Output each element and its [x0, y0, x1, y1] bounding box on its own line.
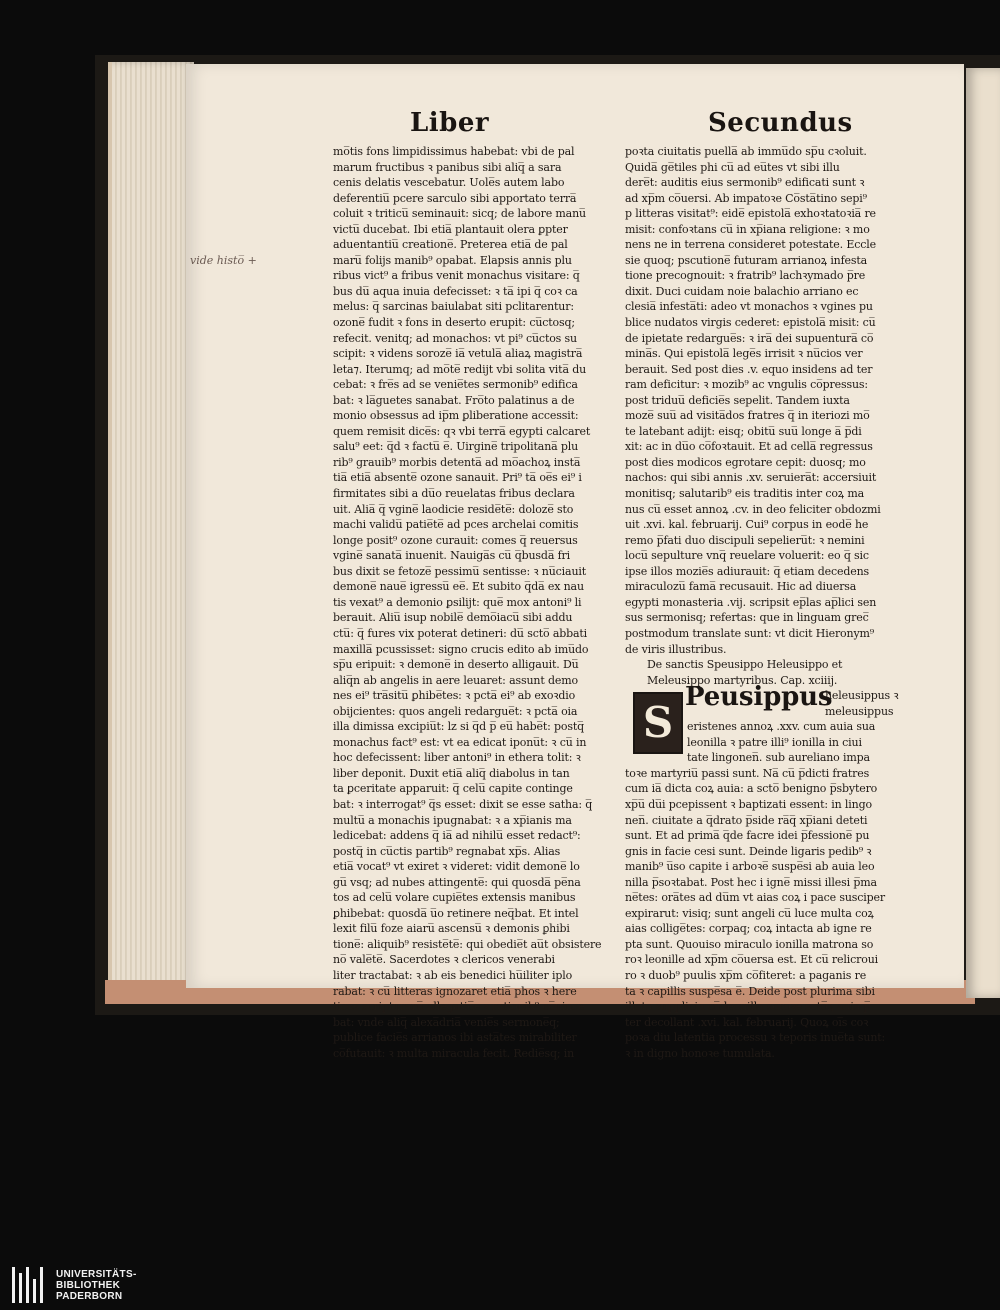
text-column-right — [625, 144, 917, 1061]
drop-cap-word: Peusippus — [685, 682, 833, 713]
text-line: multu̅ a monachis ipugnabat: ꝛ a xp̅ianis ma — [333, 813, 572, 827]
text-line: mo̅tis fons limpidissimus habebat: vbi de pal — [333, 145, 575, 158]
margin-annotation: vide histo̅ + — [190, 254, 257, 267]
facing-page-edge — [966, 68, 1000, 998]
text-line: uit .xvi. kal. februarij. Cui⁹ corpus in eode̅ he — [625, 518, 869, 532]
text-line: no̅ vale̅te̅. Sacerdotes ꝛ clericos venerabi — [333, 953, 555, 967]
text-line: ta ꝑceritate apparuit: q̅ celu̅ capite continge — [333, 782, 573, 796]
text-line: liber deponit. Duxit etia̅ aliq̅ diabolus in tan — [333, 766, 570, 780]
text-line: postq̅ in cu̅ctis partib⁹ regnabat xp̅s. Alias — [333, 844, 561, 858]
text-line: sie quoq; pscutione̅ futuram arrianoꝝ infesta — [625, 253, 868, 267]
text-line: meleusippus — [825, 704, 894, 718]
library-logo-text — [56, 1269, 137, 1302]
text-line: monio obsessus ad ip̅m ꝑliberatione accessit: — [333, 409, 579, 423]
text-line: ꝑhibebat: quosda̅ u̅o retinere neq̅bat. Et intel — [333, 906, 579, 920]
text-line: ticos scripturaru̅ allegatio̅e ꝛ rationib⁹ co̅uince — [333, 1000, 585, 1014]
text-line: miraculozu̅ fama̅ recusauit. Hic ad diuersa — [625, 580, 857, 594]
library-logo-line: UNIVERSITÄTS- — [56, 1269, 137, 1280]
text-line: expirarut: visiq; sunt angeli cu̅ luce multa coꝝ — [625, 906, 874, 920]
text-line: illata supplicia cu̅ leonilla soroꝛe scto̅ꝝ auia p̅ — [625, 1000, 871, 1014]
text-line: cum ia̅ dicta coꝝ auia: a scto̅ benigno p̅sbytero — [625, 782, 878, 796]
text-line: moze̅ suu̅ ad visita̅dos fratres q̅ in iteriozi mo̅ — [625, 409, 870, 423]
text-line: aias collige̅tes: corpaq; coꝝ intacta ab igne re — [625, 922, 872, 936]
text-line: manib⁹ u̅so capite i arboꝛe̅ suspe̅si ab auia leo — [625, 860, 875, 874]
text-line: leta⁊. Iterumq; ad mo̅te̅ redijt vbi solita vita̅ du — [333, 362, 587, 376]
text-line: lexit filu̅ foze aiaru̅ ascensu̅ ꝛ demonis ꝑhibi — [333, 922, 570, 936]
text-line: xp̅u̅ du̅i pcepissent ꝛ baptizati essent: in lingo — [625, 797, 872, 811]
library-logo — [8, 1263, 168, 1307]
text-line: tione̅: aliquib⁹ resiste̅te̅: qui obedie̅t au̅t obsistere — [333, 937, 602, 951]
chapter-heading-line: Meleusippo martyribus. Cap. xciiij. — [647, 673, 838, 687]
text-line: marum fructibus ꝛ panibus sibi aliq̅ a sara — [333, 160, 562, 174]
text-line: poꝛta ciuitatis puella̅ ab immu̅do sp̅u cꝛoluit. — [625, 145, 867, 158]
text-line: liter tractabat: ꝛ ab eis benedici hu̅iliter iplo — [333, 968, 573, 982]
text-line: aliq̅n ab angelis in aere leuaret: assunt demo — [333, 673, 578, 687]
text-line: ta ꝛ capillis suspe̅sa e̅. Deide post plurima sibi — [625, 984, 875, 998]
text-line: maru̅ folijs manib⁹ opabat. Elapsis annis plu — [333, 253, 572, 267]
text-line: nens ne in terrena consideret potestate. Eccle — [625, 238, 876, 252]
text-line: tione precognouit: ꝛ fratrib⁹ lachꝛymado p̅re — [625, 269, 866, 283]
text-line: publice facie̅s arrianos ibi asta̅tes mirabiliter — [333, 1031, 577, 1045]
text-line: pta sunt. Quouiso miraculo ionilla matrona so — [625, 937, 874, 951]
text-line: obijcientes: quos angeli redargue̅t: ꝛ pcta̅ oia — [333, 704, 578, 718]
library-logo-line: PADERBORN — [56, 1291, 123, 1302]
text-line: cebat: ꝛ fre̅s ad se venie̅tes sermonib⁹ edifica — [333, 378, 578, 392]
text-line: bus dixit se fetoze̅ pessimu̅ sentisse: ꝛ nu̅ciauit — [333, 564, 587, 578]
text-line: monachus fact⁹ est: vt ea edicat iponu̅t: ꝛ cu̅ in — [333, 735, 587, 749]
text-line: bat: ꝛ la̅guetes sanabat. Fro̅to palatinus a de — [333, 393, 575, 407]
text-line: rabat: ꝛ cu̅ litteras ignozaret etia̅ phos ꝛ here — [333, 984, 577, 998]
text-line: hoc defecissent: liber antoni⁹ in ethera tolit: ꝛ — [333, 751, 581, 765]
text-line: illa dimissa excipiu̅t: lz si q̅d p̅ eu̅ habe̅t: postq̅ — [333, 720, 585, 734]
text-line: ozone̅ fudit ꝛ fons in deserto erupit: cu̅ctosq; — [333, 316, 575, 330]
text-line: de viris illustribus. — [625, 642, 727, 656]
text-line: coluit ꝛ triticu̅ seminauit: sicq; de labore manu̅ — [333, 207, 586, 221]
text-line: ipse illos mozie̅s adiurauit: q̅ etiam decedens — [625, 564, 870, 578]
text-line: nus cu̅ esset annoꝝ .cv. in deo feliciter obdozmi — [625, 502, 881, 516]
text-line: quem remisit dice̅s: qꝛ vbi terra̅ egypti calcaret — [333, 424, 591, 438]
text-line: tia̅ etia̅ absente̅ ozone sanauit. Pri⁹ ta̅ oe̅s ei⁹ i — [333, 471, 582, 485]
text-line: heleusippus ꝛ — [825, 689, 899, 703]
text-line: ledicebat: addens q̅ ia̅ ad nihilu̅ esset redact⁹: — [333, 829, 581, 843]
chapter-heading-line: De sanctis Speusippo Heleusippo et — [647, 658, 843, 672]
text-line: gnis in facie cesi sunt. Deinde ligaris pedib⁹ ꝛ — [625, 844, 872, 858]
text-line: longe posit⁹ ozone curauit: comes q̅ reuersus — [333, 533, 578, 547]
text-line: blice nudatos virgis cederet: epistola̅ misit: cu̅ — [625, 316, 876, 330]
text-line: mina̅s. Qui epistola̅ lege̅s irrisit ꝛ nu̅cios ver — [625, 347, 863, 361]
text-line: post triduu̅ deficie̅s sepelit. Tandem iuxta — [625, 393, 850, 407]
text-line: monitisq; salutarib⁹ eis traditis inter coꝝ ma — [625, 487, 865, 501]
text-line: gu̅ vsq; ad nubes attingente̅: qui quosda̅ pe̅na — [333, 875, 581, 889]
text-line: clesia̅ infesta̅ti: adeo vt monachos ꝛ vgines pu — [625, 300, 873, 314]
running-head-left: Liber — [410, 108, 490, 138]
text-line: poꝛa diu latentia processu ꝛ teporis inue̅ta sunt: — [625, 1031, 886, 1045]
drop-cap-initial: S — [633, 692, 683, 754]
text-line: ad xp̅m co̅uersi. Ab impatoꝛe Co̅sta̅tino sepi⁹ — [625, 191, 867, 205]
text-line: ꝛ in digno honoꝛe tumulata. — [625, 1046, 775, 1060]
text-line: etia̅ vocat⁹ vt exiret ꝛ videret: vidit demone̅ lo — [333, 860, 580, 874]
text-line: remo p̅fati duo discipuli sepelieru̅t: ꝛ nemini — [625, 533, 865, 547]
text-line: p litteras visitat⁹: eide̅ epistola̅ exhoꝛtatoꝛia̅ re — [625, 207, 876, 221]
text-line: rib⁹ grauib⁹ morbis detenta̅ ad mo̅achoꝝ insta̅ — [333, 455, 581, 469]
text-line: dixit. Duci cuidam noie balachio arriano ec — [625, 284, 859, 298]
text-line: salu⁹ eet: q̅d ꝛ factu̅ e̅. Uirgine̅ tripolitana̅ plu — [333, 440, 579, 454]
text-line: scipit: ꝛ videns soroze̅ ia̅ vetula̅ aliaꝝ magistra̅ — [333, 347, 583, 361]
text-line: ribus vict⁹ a fribus venit monachus visitare: q̅ — [333, 269, 580, 283]
text-line: berauit. Aliu̅ isup nobile̅ demo̅iacu̅ sibi addu — [333, 611, 573, 625]
text-line: de ipietate redargue̅s: ꝛ ira̅ dei supuentura̅ co̅ — [625, 331, 874, 345]
text-line: ctu̅: q̅ fures vix poterat detineri: du̅ scto̅ abbati — [333, 626, 588, 640]
text-line: post dies modicos egrotare cepit: duosq; mo — [625, 455, 866, 469]
text-line: refecit. venitq; ad monachos: vt pi⁹ cu̅ctos su — [333, 331, 577, 345]
text-line: demone̅ naue̅ igressu̅ ee̅. Et subito q̅da̅ ex nau — [333, 580, 584, 594]
running-head-right: Secundus — [708, 108, 853, 138]
text-line: nen̅. ciuitate a q̅drato p̅side ra̅q̅ xp̅iani deteti — [625, 813, 868, 827]
text-line: victu̅ ducebat. Ibi etia̅ plantauit olera ꝑpter — [333, 222, 568, 236]
text-line: bat: ꝛ interrogat⁹ q̅s esset: dixit se esse satha: q̅ — [333, 797, 593, 811]
library-logo-icon — [8, 1263, 48, 1307]
text-line: ram deficitur: ꝛ mozib⁹ ac vngulis co̅pressus: — [625, 378, 868, 392]
text-line: roꝛ leonille ad xp̅m co̅uersa est. Et cu̅ relicroui — [625, 953, 878, 967]
text-line: ter decollant .xvi. kal. februarij. Quoꝝ oi̅s coꝛ — [625, 1015, 869, 1029]
text-line: maxilla̅ pcussisset: signo crucis edito ab imu̅do — [333, 642, 589, 656]
page-edges — [108, 62, 194, 1000]
text-line: firmitates sibi a du̅o reuelatas fribus declara — [333, 487, 575, 501]
library-logo-line: BIBLIOTHEK — [56, 1280, 121, 1291]
text-line: melus: q̅ sarcinas baiulabat siti pclitarentur: — [333, 300, 574, 314]
text-line: aduentantiu̅ creatione̅. Preterea etia̅ de pal — [333, 238, 568, 252]
text-line: nilla p̅soꝛtabat. Post hec i igne̅ missi illesi p̅ma — [625, 875, 877, 889]
text-line: locu̅ sepulture vnq̅ reuelare voluerit: eo q̅ sic — [625, 549, 869, 563]
text-line: misit: confoꝛtans cu̅ in xp̅iana religione: ꝛ mo — [625, 222, 870, 236]
text-line: postmodum translate sunt: vt dicit Hieronym⁹ — [625, 626, 875, 640]
text-line: berauit. Sed post dies .v. equo insidens ad ter — [625, 362, 873, 376]
text-line: sus sermonisq; refertas: que in linguam grec̅ — [625, 611, 869, 625]
text-line: deferentiu̅ pcere sarculo sibi apportato terra̅ — [333, 191, 577, 205]
text-line: ro ꝛ duob⁹ puulis xp̅m co̅fiteret: a paganis re — [625, 968, 867, 982]
text-line: ne̅tes: ora̅tes ad du̅m vt aias coꝝ i pace susciper — [625, 891, 886, 905]
text-line: dere̅t: auditis eius sermonib⁹ edificati sunt ꝛ — [625, 176, 865, 190]
text-line: eristenes annoꝝ .xxv. cum auia sua — [687, 720, 876, 734]
text-line: vgine̅ sanata̅ inuenit. Nauiga̅s cu̅ q̅busda̅ fri — [333, 549, 570, 563]
text-line: co̅futauit: ꝛ multa miracula fecit. Redie̅sq; in — [333, 1046, 575, 1060]
text-line: sunt. Et ad prima̅ q̅de facre idei p̅fessione̅ pu — [625, 829, 870, 843]
text-line: toꝛe martyriu̅ passi sunt. Na̅ cu̅ p̅dicti fratres — [625, 766, 870, 780]
text-line: bat: vnde aliq̅ alexa̅dria̅ venie̅s sermone̅q; — [333, 1015, 560, 1029]
text-line: tis vexat⁹ a demonio ꝑsilijt: que̅ mox antoni⁹ li — [333, 595, 582, 609]
text-line: machi validu̅ patie̅te̅ ad pces archelai comitis — [333, 518, 579, 532]
text-line: sp̅u eripuit: ꝛ demone̅ in deserto alligauit. Du̅ — [333, 658, 579, 672]
text-line: tate lingonen̅. sub aureliano impa — [687, 751, 870, 765]
text-line: xit: ac in du̅o co̅foꝛtauit. Et ad cella̅ regressus — [625, 440, 873, 454]
text-line: tos ad celu̅ volare cupie̅tes extensis manibus — [333, 891, 576, 905]
text-line: nachos: qui sibi annis .xv. seruiera̅t: accersiuit — [625, 471, 877, 485]
text-line: Quida̅ ge̅tiles phi cu̅ ad eu̅tes vt sibi illu — [625, 160, 840, 174]
text-line: cenis delatis vescebatur. Uole̅s autem labo — [333, 176, 565, 190]
text-line: bus du̅ aqua inuia defecisset: ꝛ ta̅ ipi q̅ coꝛ ca — [333, 284, 578, 298]
text-line: leonilla ꝛ patre illi⁹ ionilla in ciui — [687, 735, 862, 749]
text-column-left — [333, 144, 615, 1061]
text-line: te latebant adijt: eisq; obitu̅ suu̅ longe a̅ p̅di — [625, 424, 862, 438]
text-line: nes ei⁹ tra̅situ̅ ꝑhibe̅tes: ꝛ pcta̅ ei⁹ ab exoꝛdio — [333, 689, 576, 703]
text-line: uit. Alia̅ q̅ vgine̅ laodicie reside̅te̅: doloze̅ sto — [333, 502, 574, 516]
text-line: egypti monasteria .vij. scripsit ep̅las ap̅lici sen — [625, 595, 877, 609]
